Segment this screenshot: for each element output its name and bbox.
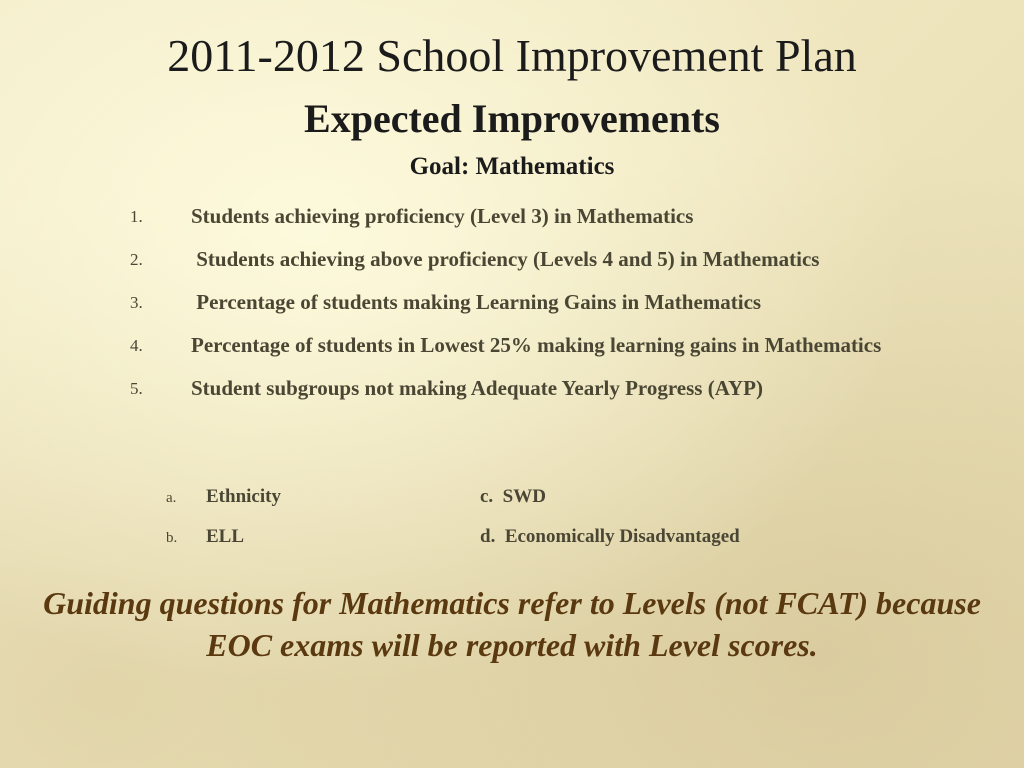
subgroup-item-ell (166, 522, 244, 553)
list-item-text: Percentage of students making Learning Gains in Mathematics (191, 290, 762, 314)
subgroup-text: d. Economically Disadvantaged (480, 526, 740, 547)
list-item (130, 329, 950, 362)
list-item (130, 200, 950, 233)
list-item (130, 372, 950, 405)
list-item (130, 243, 950, 276)
list-item (130, 286, 950, 319)
subgroup-letter: a. (166, 490, 177, 506)
subgroup-item-ethnicity (166, 482, 281, 513)
goal-heading: Goal: Mathematics (409, 153, 615, 180)
guiding-note (40, 582, 984, 666)
subgroup-list (166, 482, 866, 552)
list-item-number: 5. (130, 379, 143, 398)
guiding-note-text: Guiding questions for Mathematics refer to Levels (not FCAT) because EOC exams will be reported with Level scores. (43, 585, 981, 663)
slide-title: 2011-2012 School Improvement Plan (167, 30, 857, 81)
list-item-text: Students achieving proficiency (Level 3) in Mathematics (191, 204, 694, 228)
subgroup-item-economically-disadvantaged (480, 522, 740, 552)
slide-subtitle: Expected Improvements (304, 96, 720, 141)
subgroup-item-swd (480, 482, 546, 512)
list-item-text: Student subgroups not making Adequate Yearly Progress (AYP) (191, 376, 763, 400)
list-item-number: 1. (130, 207, 143, 226)
subgroup-text: Ethnicity (206, 486, 281, 507)
list-item-number: 2. (130, 250, 143, 269)
subgroup-letter: b. (166, 530, 178, 546)
subgroup-text: ELL (206, 526, 245, 547)
list-item-text: Students achieving above proficiency (Levels 4 and 5) in Mathematics (191, 247, 820, 271)
list-item-number: 4. (130, 336, 143, 355)
list-item-text: Percentage of students in Lowest 25% making learning gains in Mathematics (191, 333, 882, 357)
list-item-number: 3. (130, 293, 143, 312)
subgroup-text: c. SWD (480, 486, 546, 507)
improvement-list (130, 200, 950, 415)
